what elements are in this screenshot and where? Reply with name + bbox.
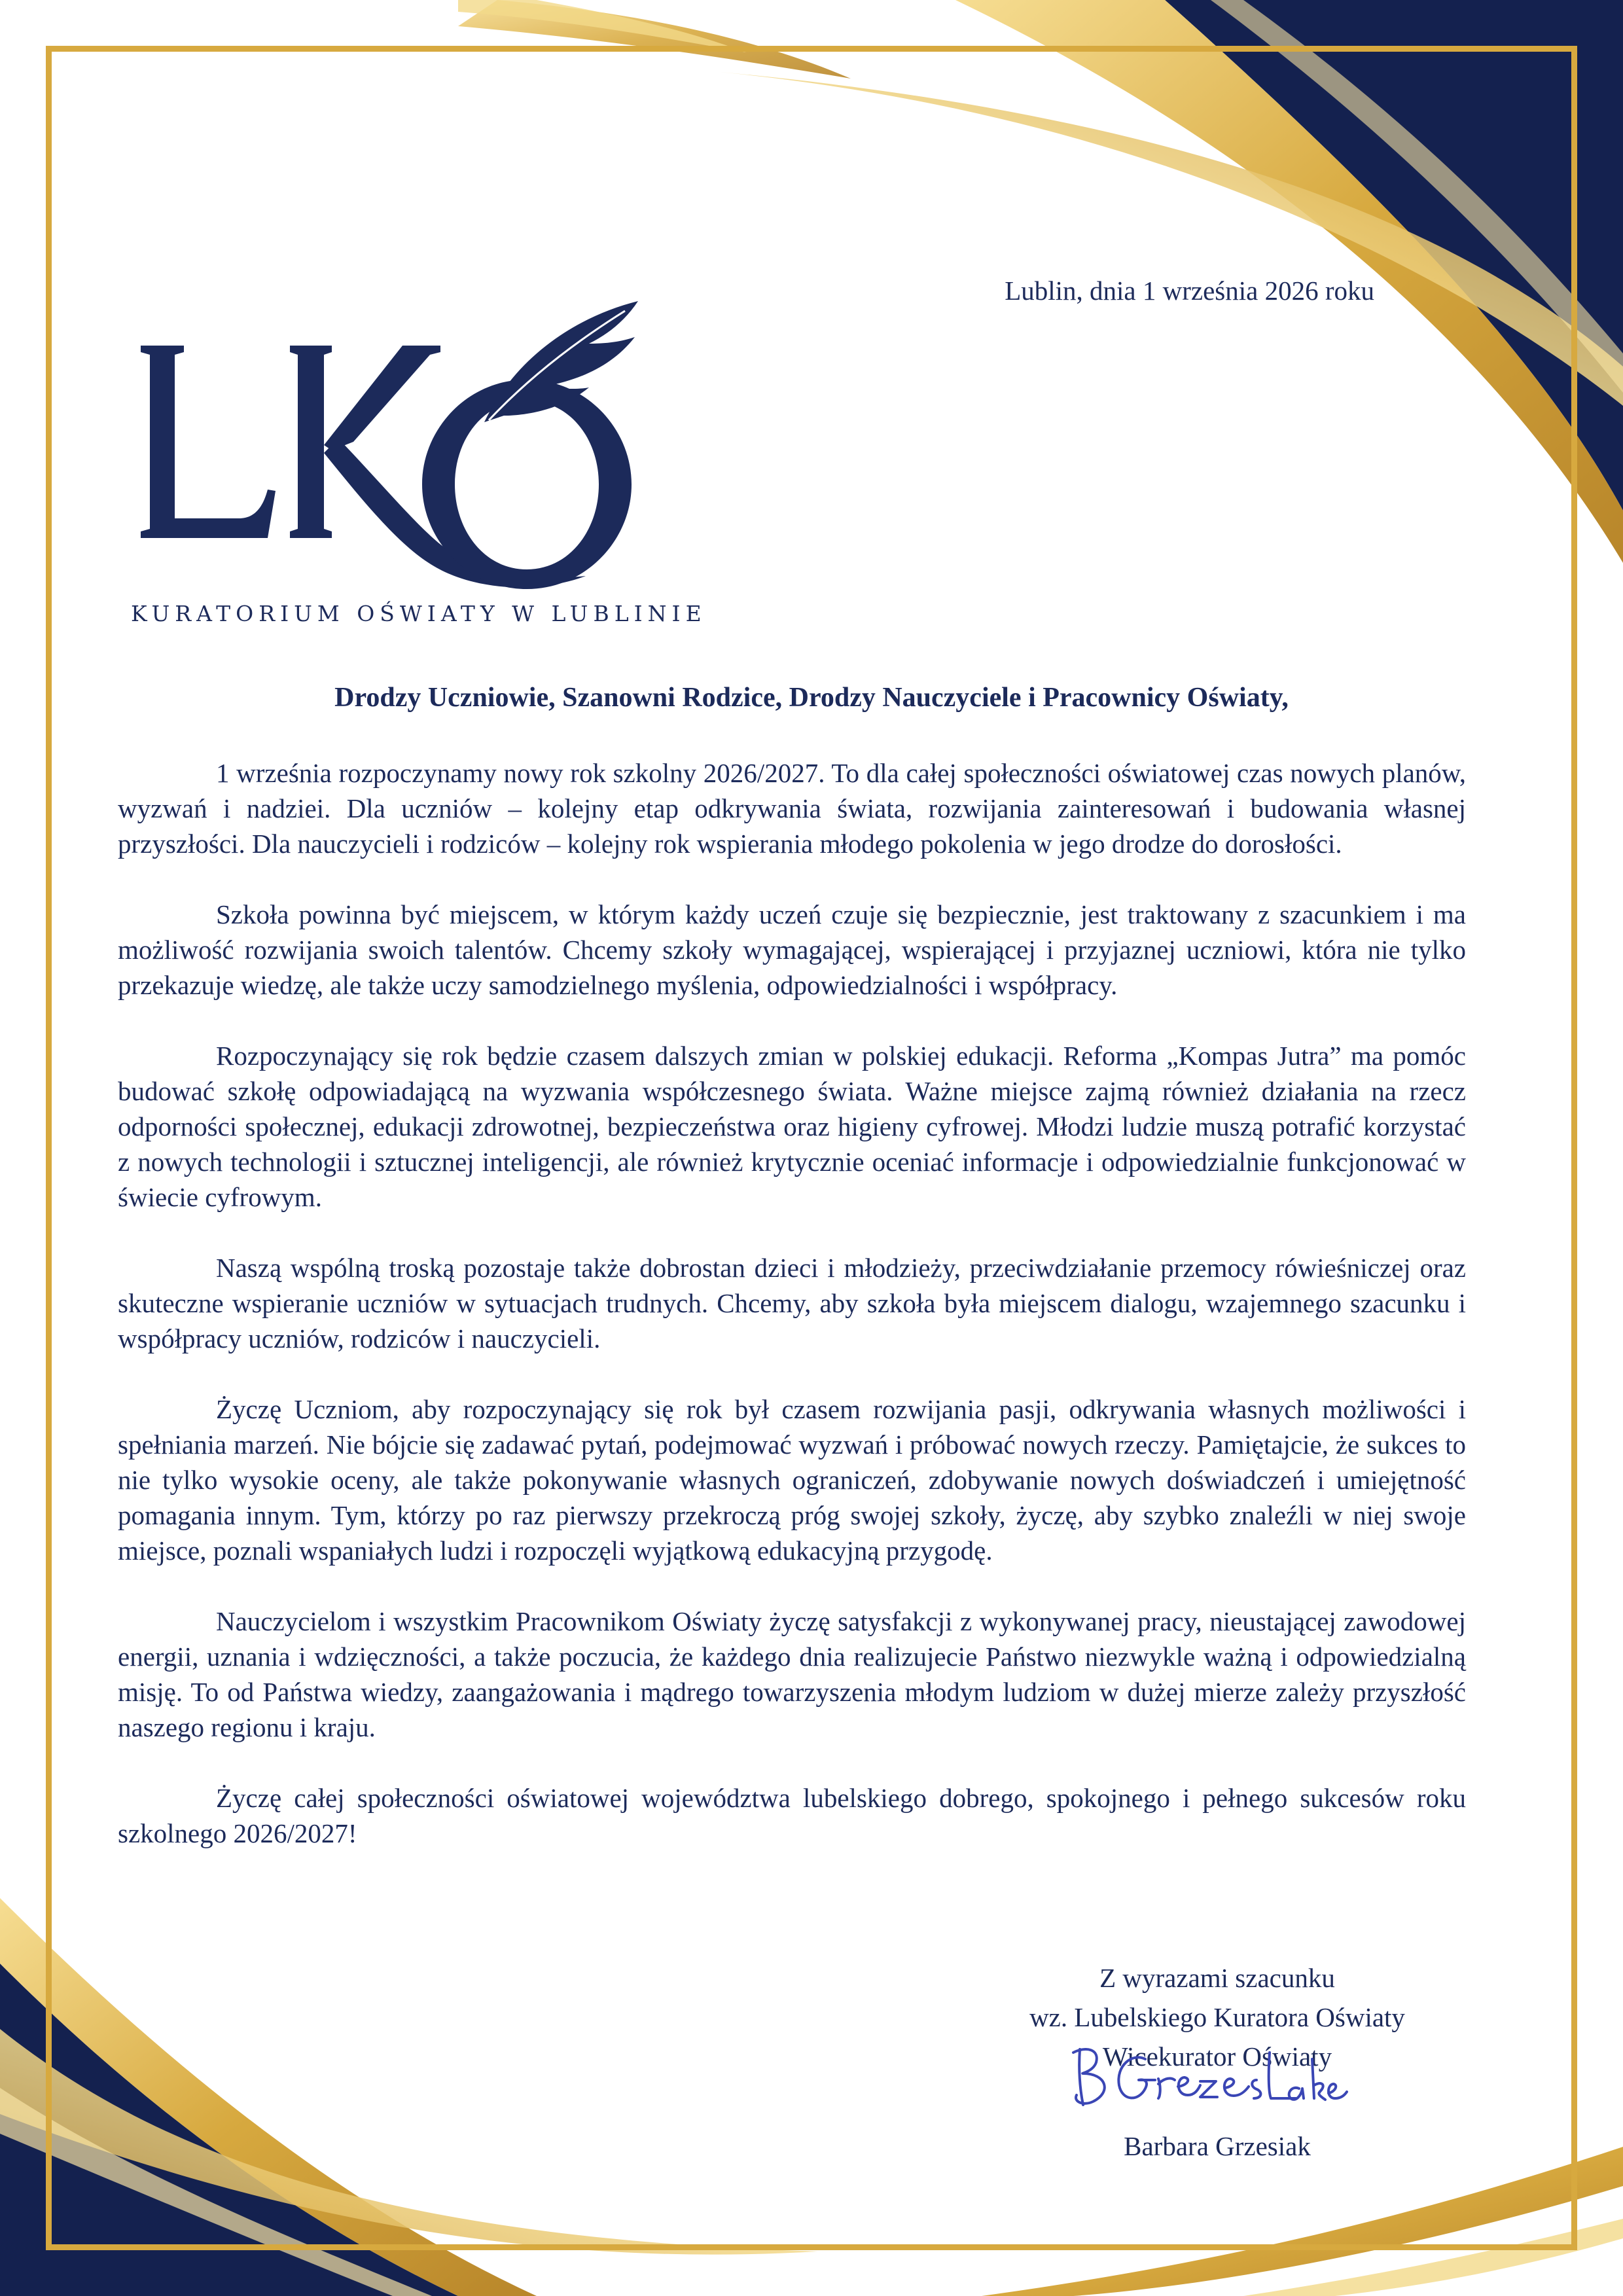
closing-line: Wicekurator Oświaty bbox=[1102, 2041, 1332, 2072]
logo-caption: KURATORIUM OŚWIATY W LUBLINIE bbox=[131, 601, 707, 626]
place-and-date: Lublin, dnia 1 września 2026 roku bbox=[1005, 276, 1374, 306]
salutation: Drodzy Uczniowie, Szanowni Rodzice, Drodzy Nauczyciele i Pracownicy Oświaty, bbox=[334, 683, 1289, 713]
closing-line: wz. Lubelskiego Kuratora Oświaty bbox=[1029, 2002, 1405, 2032]
paragraph: Szkoła powinna być miejscem, w którym każdy uczeń czuje się bezpiecznie, jest traktowany z szacunkiem i ma możliwość rozwijania swoich talentów. Chcemy szkoły wymagającej, wspierającej i przyjaznej uczniowi, która nie tylko przekazuje wiedzę, ale także uczy samodzielnego myślenia, odpowiedzialności i współpracy. bbox=[118, 899, 1466, 1000]
handwritten-signature bbox=[1060, 2033, 1348, 2118]
paragraph: Rozpoczynający się rok będzie czasem dalszych zmian w polskiej edukacji. Reforma „Kompas Jutra” ma pomóc budować szkołę odpowiadającą na wyzwania współczesnego świata. Ważne miejsce zajmą również działania na rzecz odporności społecznej, edukacji zdrowotnej, bezpieczeństwa oraz higieny cyfrowej. Młodzi ludzie muszą potrafić korzystać z nowych technologii i sztucznej inteligencji, ale również krytycznie oceniać informacje i odpowiedzialnie funkcjonować w świecie cyfrowym. bbox=[118, 1041, 1466, 1212]
paragraph: Życzę Uczniom, aby rozpoczynający się rok był czasem rozwijania pasji, odkrywania własnych możliwości i spełniania marzeń. Nie bójcie się zadawać pytań, podejmować wyzwań i próbować nowych rzeczy. Pamiętajcie, że sukces to nie tylko wysokie oceny, ale także pokonywanie własnych ograniczeń, zdobywanie nowych doświadczeń i umiejętność pomagania innym. Tym, którzy po raz pierwszy przekroczą próg swojej szkoły, życzę, aby szybko znaleźli w niej swoje miejsce, poznali wspaniałych ludzi i rozpoczęli wyjątkową edukacyjną przygodę. bbox=[118, 1394, 1466, 1566]
closing-line: Z wyrazami szacunku bbox=[1099, 1963, 1335, 1993]
paragraph: Nauczycielom i wszystkim Pracownikom Oświaty życzę satysfakcji z wykonywanej pracy, nieustającej zawodowej energii, uznania i wdzięczności, a także poczucia, że każdego dnia realizujecie Państwo niezwykle ważną i odpowiedzialną misję. To od Państwa wiedzy, zaangażowania i mądrego towarzyszenia młodym ludziom w dużej mierze zależy przyszłość naszego regionu i kraju. bbox=[118, 1606, 1466, 1742]
bottom-right-gold-ribbon bbox=[982, 2147, 1623, 2296]
letter-body bbox=[118, 755, 1466, 1886]
quill-feather-icon bbox=[484, 301, 638, 422]
lko-logo bbox=[128, 281, 707, 641]
paragraph: Naszą wspólną troską pozostaje także dobrostan dzieci i młodzieży, przeciwdziałanie przemocy rówieśniczej oraz skuteczne wspieranie uczniów w sytuacjach trudnych. Chcemy, aby szkoła była miejscem dialogu, wzajemnego szacunku i współpracy uczniów, rodziców i nauczycieli. bbox=[118, 1253, 1466, 1354]
signer-name: Barbara Grzesiak bbox=[1124, 2131, 1311, 2161]
paragraph: 1 września rozpoczynamy nowy rok szkolny 2026/2027. To dla całej społeczności oświatowej czas nowych planów, wyzwań i nadziei. Dla uczniów – kolejny etap odkrywania świata, rozwijania zainteresowań i budowania własnej przyszłości. Dla nauczycieli i rodziców – kolejny rok wspierania młodego pokolenia w jego drodze do dorosłości. bbox=[118, 758, 1466, 859]
paragraph: Życzę całej społeczności oświatowej województwa lubelskiego dobrego, spokojnego i pełnego sukcesów roku szkolnego 2026/2027! bbox=[118, 1783, 1466, 1848]
